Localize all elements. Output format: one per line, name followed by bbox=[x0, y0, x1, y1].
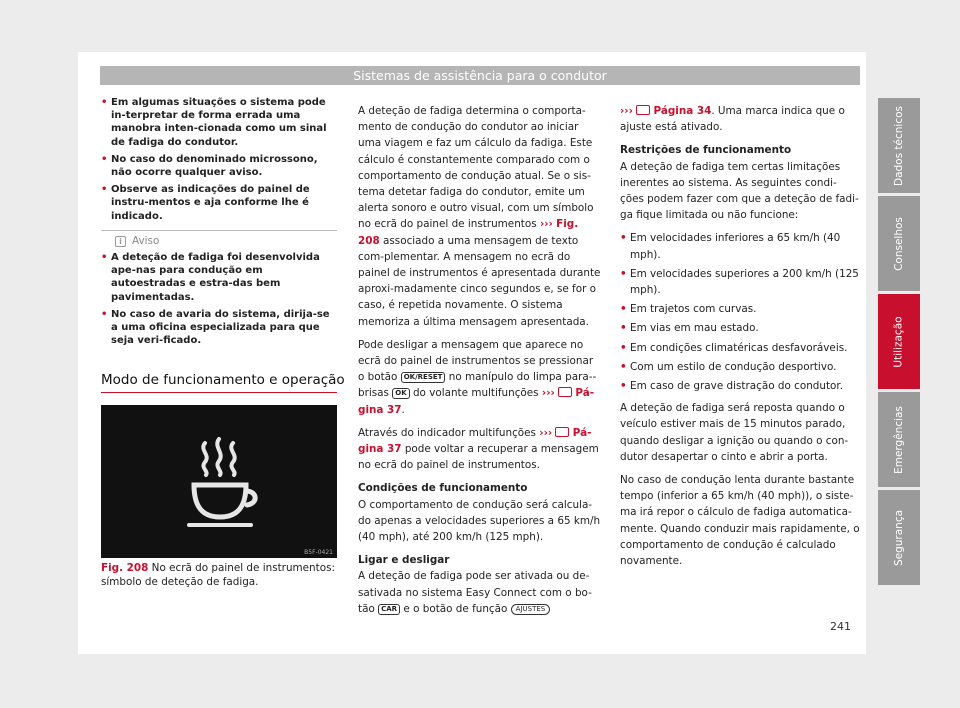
tab-conselhos[interactable] bbox=[878, 196, 920, 291]
tab-emergencias[interactable] bbox=[878, 392, 920, 487]
text: e o botão de função bbox=[403, 602, 508, 615]
figure-caption bbox=[101, 561, 337, 589]
paragraph: No caso de condução lenta durante bastante tempo (inferior a 65 km/h (40 mph)), o siste-ma irá repor o cálculo de fadiga automatica-mente. Quando conduzir mais rapidamente, o comportamento de condução é calculado novamente. bbox=[620, 474, 860, 568]
list-item: • Em caso de grave distração do condutor. bbox=[620, 378, 860, 394]
list-item: • Com um estilo de condução desportivo. bbox=[620, 359, 860, 375]
paragraph bbox=[358, 103, 602, 330]
figure-code: B5F-0421 bbox=[304, 549, 333, 556]
list-item: • No caso do denominado microssono, não ocorre qualquer aviso. bbox=[101, 153, 337, 179]
tab-utilizacao[interactable] bbox=[878, 294, 920, 389]
paragraph bbox=[358, 425, 602, 474]
list-item: • Em condições climatéricas desfavoráveis. bbox=[620, 340, 860, 356]
page-link[interactable]: Pá-gina 37 bbox=[358, 426, 592, 456]
book-icon bbox=[558, 387, 572, 397]
list-item: • Em velocidades inferiores a 65 km/h (40 mph). bbox=[620, 230, 860, 262]
page-link[interactable]: Pá-gina 37 bbox=[358, 387, 595, 416]
list-item: • Em algumas situações o sistema pode in-terpretar de forma errada uma manobra inten-cionada como um sinal de fadiga do condutor. bbox=[101, 96, 337, 149]
info-icon: i bbox=[115, 236, 126, 247]
okreset-key-icon: OK/RESET bbox=[401, 372, 446, 383]
paragraph: A deteção de fadiga será reposta quando o veículo estiver mais de 15 minutos parado, quando desligar a ignição ou quando o con-dutor desapertar o cinto e abrir a porta. bbox=[620, 402, 849, 463]
figure-link[interactable]: Fig. 208 bbox=[358, 218, 579, 247]
paragraph bbox=[358, 568, 602, 617]
ajustes-key-icon: AJUSTES bbox=[511, 604, 551, 615]
text: pode voltar a recuperar a mensagem no ecrã do painel de instrumentos. bbox=[358, 443, 599, 472]
arrow-icon: ››› bbox=[539, 426, 553, 439]
tab-label: Emergências bbox=[893, 405, 905, 474]
section-divider bbox=[101, 392, 337, 393]
list-item: • Observe as indicações do painel de instru-mentos e aja conforme lhe é indicado. bbox=[101, 183, 337, 223]
arrow-icon: ››› bbox=[620, 105, 633, 117]
paragraph: O comportamento de condução será calcula-do apenas a velocidades superiores a 65 km/h (40 mph), até 200 km/h (125 mph). bbox=[358, 498, 601, 544]
tab-seguranca[interactable] bbox=[878, 490, 920, 585]
notice-box bbox=[101, 230, 337, 351]
book-icon bbox=[555, 427, 569, 437]
tab-label: Conselhos bbox=[893, 216, 905, 271]
page-header: Sistemas de assistência para o condutor bbox=[100, 66, 860, 85]
book-icon bbox=[636, 105, 650, 115]
text: associado a uma mensagem de texto com-plementar. A mensagem no ecrã do painel de instrumentos é apresentada durante aproxi-madamente cinco segundos e, se for o caso, é repetida novamente. O sistema memoriza a última mensagem apresentada. bbox=[358, 234, 601, 328]
text: Pode desligar a mensagem que aparece no ecrã do painel de instrumentos se pressionar o botão bbox=[358, 338, 594, 384]
section-title: Modo de funcionamento e operação bbox=[101, 372, 345, 388]
paragraph bbox=[620, 103, 860, 135]
coffee-cup-icon bbox=[101, 405, 337, 558]
text: no manípulo do limpa para--brisas bbox=[358, 371, 597, 400]
text: A deteção de fadiga pode ser ativada ou de-sativada no sistema Easy Connect com o bo-tão bbox=[358, 570, 592, 615]
page-number: 241 bbox=[830, 620, 851, 633]
text: do volante multifunções bbox=[412, 387, 539, 400]
ok-key-icon: OK bbox=[392, 388, 409, 399]
subheading: Condições de funcionamento bbox=[358, 482, 528, 495]
tab-label: Segurança bbox=[893, 509, 905, 566]
column-2 bbox=[358, 103, 602, 624]
subheading: Restrições de funcionamento bbox=[620, 144, 792, 157]
list-item: • Em trajetos com curvas. bbox=[620, 301, 860, 317]
list-item: • A deteção de fadiga foi desenvolvida ape-nas para condução em autoestradas e estra-das bem pavimentadas. bbox=[101, 251, 337, 304]
warning-continuation bbox=[101, 96, 337, 227]
paragraph: Pode desligar a mensagem que aparece no ecrã do painel de instrumentos se pressionar o botão OK/RESET no manípulo do limpa para--brisas OK do volante multifunções ››› Pá-gina 37. bbox=[358, 338, 597, 416]
list-item: • No caso de avaria do sistema, dirija-se a uma oficina especializada para que seja veri-ficado. bbox=[101, 308, 337, 348]
text: . Uma marca indica que o ajuste está ativado. bbox=[620, 105, 845, 134]
page-link[interactable]: Página 34 bbox=[653, 105, 712, 117]
notice-title: Aviso bbox=[132, 235, 160, 247]
tab-dados-tecnicos[interactable] bbox=[878, 98, 920, 193]
list-item: • Em velocidades superiores a 200 km/h (125 mph). bbox=[620, 266, 860, 298]
caption-text: No ecrã do painel de instrumentos: símbolo de deteção de fadiga. bbox=[101, 562, 335, 589]
restriction-list bbox=[620, 230, 860, 394]
list-item: • Em vias em mau estado. bbox=[620, 320, 860, 336]
notice-header bbox=[101, 235, 337, 247]
car-key-icon: CAR bbox=[378, 604, 400, 615]
arrow-icon: ››› bbox=[539, 218, 553, 231]
tab-label: Utilização bbox=[893, 315, 906, 368]
text: Através do indicador multifunções bbox=[358, 426, 536, 439]
paragraph: A deteção de fadiga tem certas limitações inerentes ao sistema. As seguintes condi-ções podem fazer com que a deteção de fadi-ga fique limitada ou não funcione: bbox=[620, 160, 859, 222]
arrow-icon: ››› bbox=[541, 387, 555, 400]
column-3 bbox=[620, 103, 860, 576]
tab-label: Dados técnicos bbox=[893, 105, 906, 186]
figure-fatigue-symbol bbox=[101, 405, 337, 558]
subheading: Ligar e desligar bbox=[358, 554, 450, 567]
figure-label: Fig. 208 bbox=[101, 562, 149, 574]
text: A deteção de fadiga determina o comporta-mento de condução do condutor ao iniciar uma viagem e faz um cálculo da fadiga. Este cálculo é constantemente comparado com o comportamento de condução atual. Se o sis-tema detetar fadiga do condutor, emite um alerta sonoro e outro visual, com um símbolo no ecrã do painel de instrumentos bbox=[358, 105, 594, 231]
